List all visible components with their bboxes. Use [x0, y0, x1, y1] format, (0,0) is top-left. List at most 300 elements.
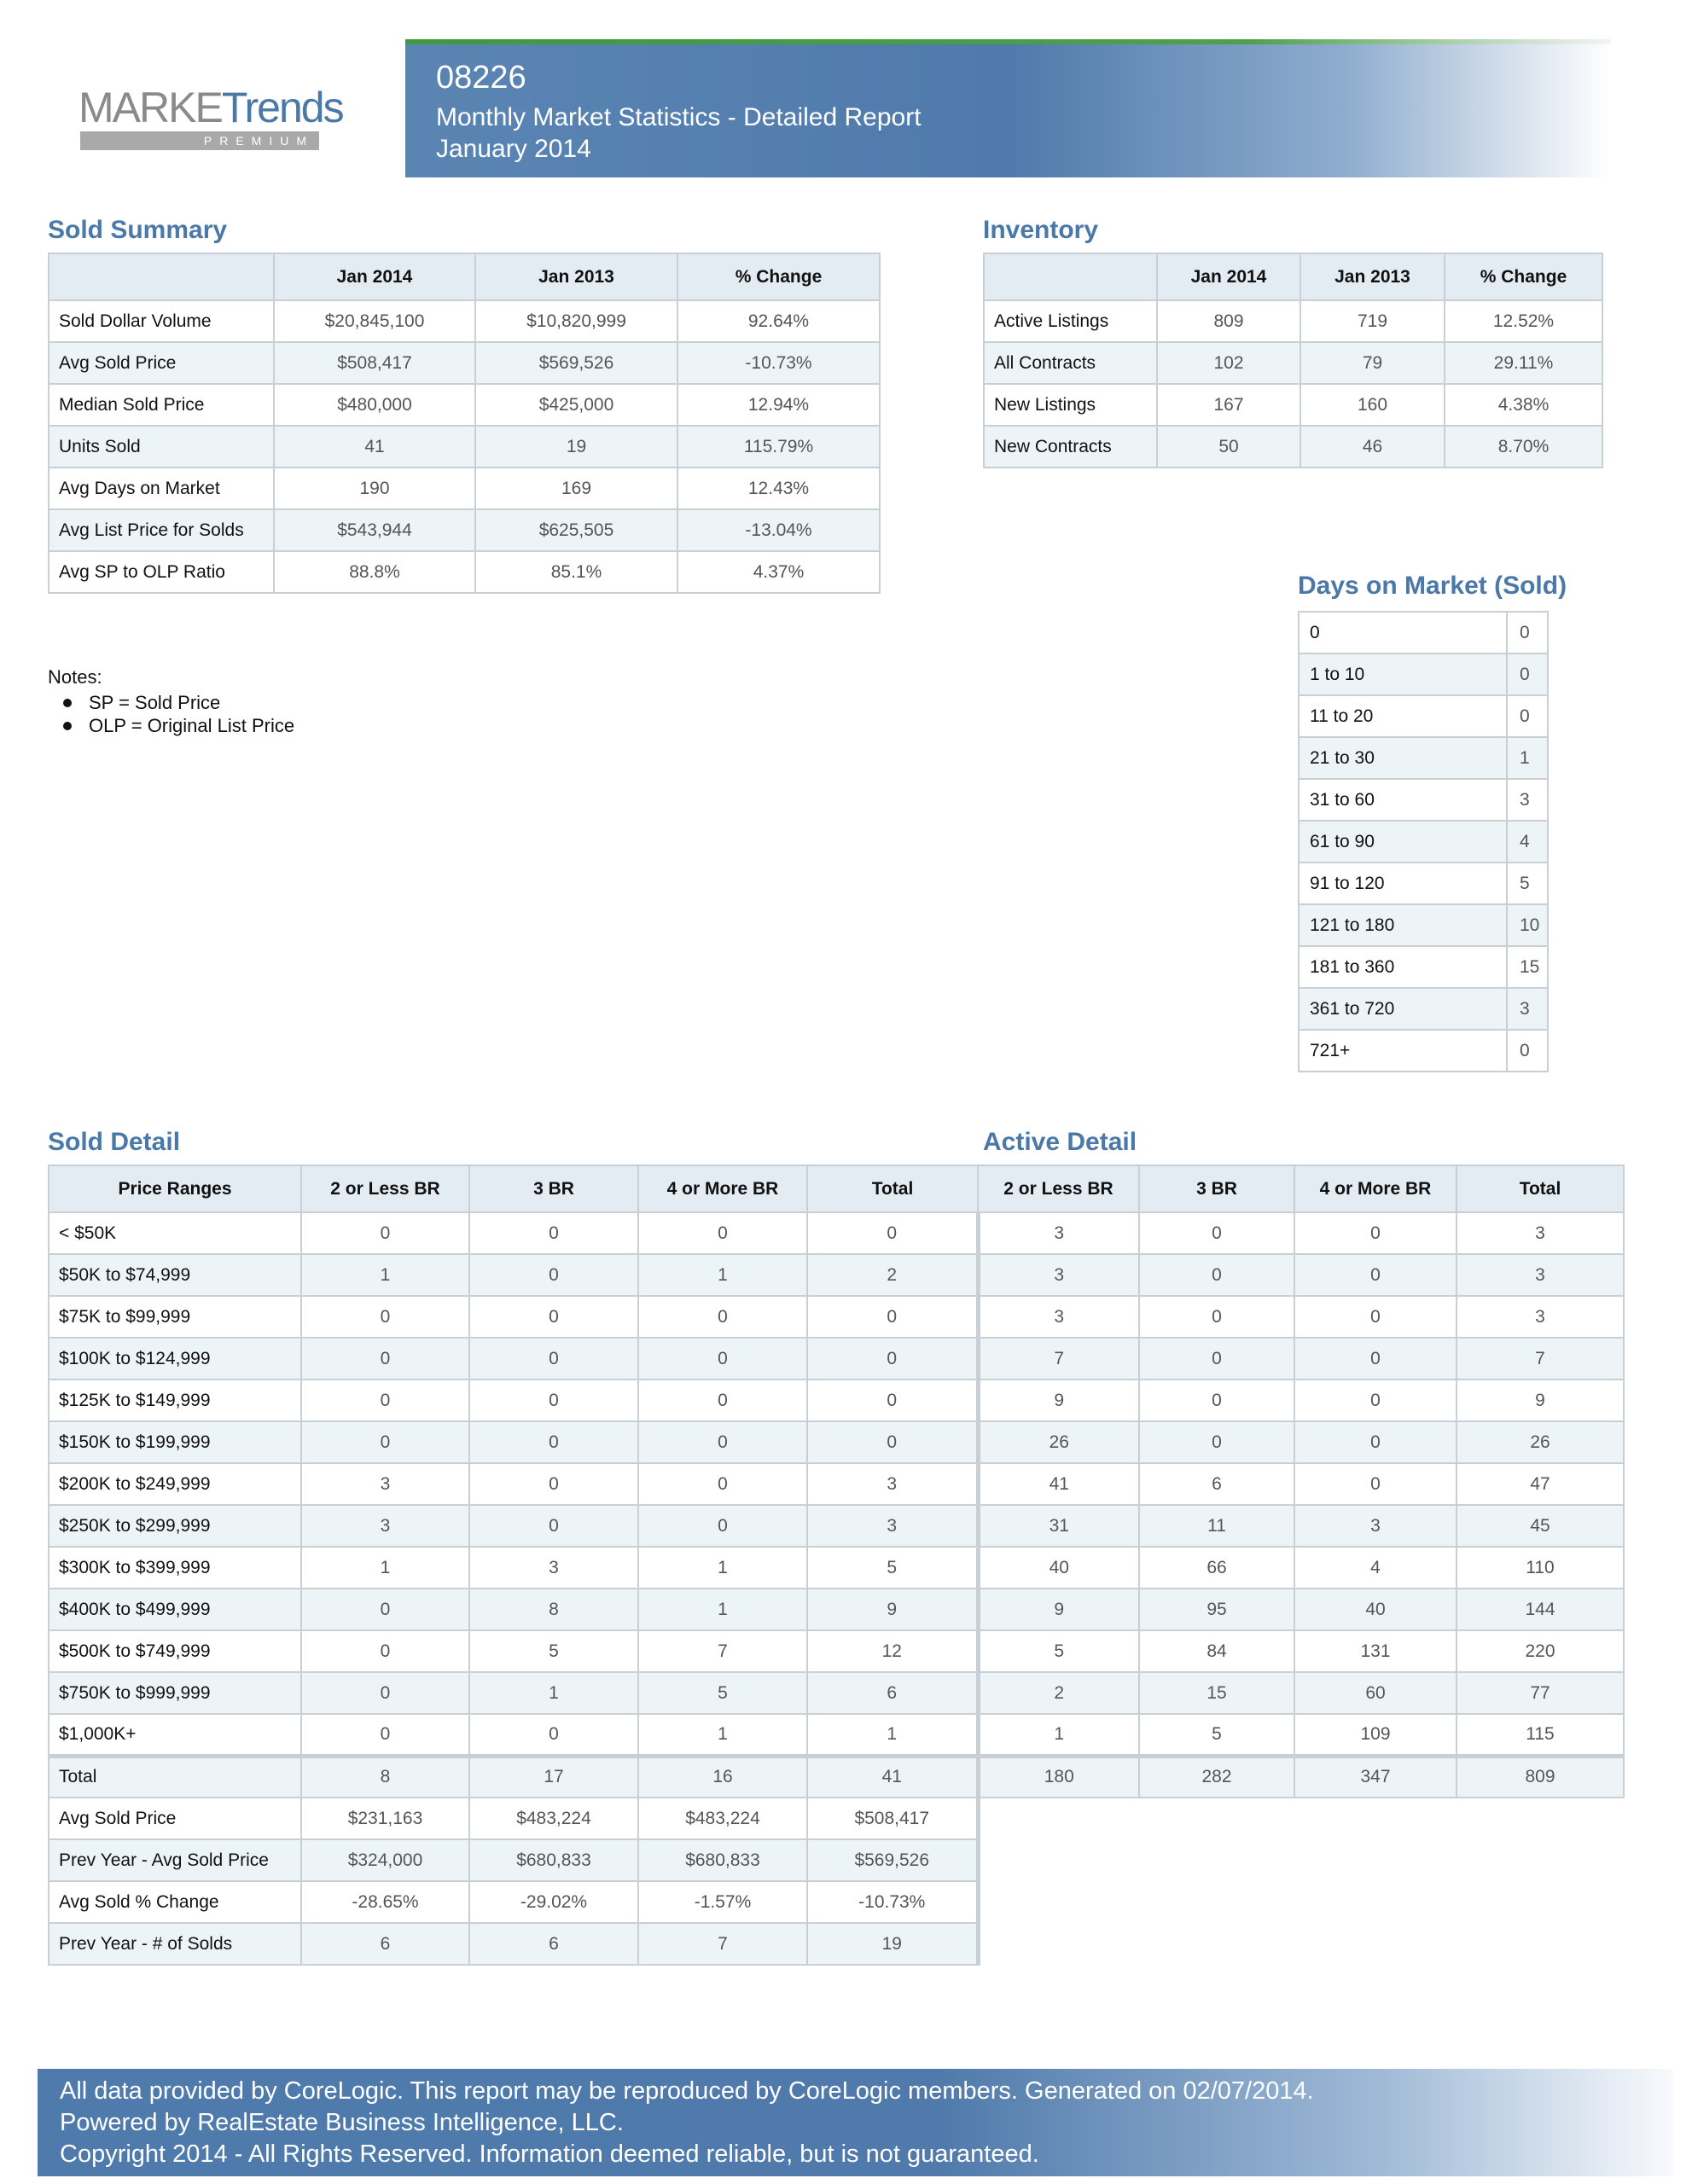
footer-line-copyright: Copyright 2014 - All Rights Reserved. Information deemed reliable, but is not guaranteed.	[60, 2140, 1039, 2168]
cell-value: $324,000	[301, 1839, 469, 1881]
cell-value: 45	[1457, 1505, 1624, 1547]
cell-value: 0	[1294, 1463, 1457, 1505]
row-label: Avg SP to OLP Ratio	[49, 551, 274, 593]
cell-value: 15	[1139, 1672, 1294, 1714]
cell-value: $483,224	[638, 1798, 807, 1839]
cell-value: 4.38%	[1445, 384, 1602, 426]
cell-value: 5	[807, 1547, 978, 1589]
table-row	[49, 468, 880, 509]
zip-code: 08226	[436, 60, 526, 96]
cell-value: -1.57%	[638, 1881, 807, 1923]
table-row	[49, 1505, 1624, 1547]
cell-value: 0	[1139, 1212, 1294, 1254]
active-detail-title: Active Detail	[983, 1128, 1137, 1156]
cell-value: 0	[638, 1296, 807, 1338]
table-row	[1299, 612, 1548, 653]
cell-value: 77	[1457, 1672, 1624, 1714]
cell-value: 88.8%	[274, 551, 475, 593]
row-label: $300K to $399,999	[49, 1547, 301, 1589]
table-row	[1299, 1030, 1548, 1072]
table-row	[49, 509, 880, 551]
cell-value: 0	[469, 1421, 638, 1463]
table-row	[49, 1338, 1624, 1380]
cell-value: 40	[978, 1547, 1139, 1589]
cell-value: 3	[807, 1463, 978, 1505]
cell-value: 809	[1457, 1756, 1624, 1798]
cell-value: 0	[1139, 1254, 1294, 1296]
cell-value: 3	[1457, 1254, 1624, 1296]
row-label: New Contracts	[984, 426, 1157, 468]
row-label: 361 to 720	[1299, 988, 1507, 1030]
cell-value: 347	[1294, 1756, 1457, 1798]
cell-value: 0	[638, 1338, 807, 1380]
cell-value: 0	[1507, 1030, 1548, 1072]
cell-value: 109	[1294, 1714, 1457, 1756]
cell-value: 5	[1139, 1714, 1294, 1756]
table-row	[984, 342, 1602, 384]
cell-value: $231,163	[301, 1798, 469, 1839]
empty-cell	[1294, 1839, 1457, 1881]
notes-list	[48, 691, 294, 737]
cell-value: 0	[1507, 612, 1548, 653]
column-header: % Change	[1445, 253, 1602, 300]
row-label: New Listings	[984, 384, 1157, 426]
table-row	[984, 384, 1602, 426]
row-label: $75K to $99,999	[49, 1296, 301, 1338]
table-row	[49, 342, 880, 384]
cell-value: $569,526	[475, 342, 677, 384]
empty-cell	[1457, 1923, 1624, 1965]
table-row	[49, 1923, 1624, 1965]
table-row	[49, 1589, 1624, 1630]
cell-value: 6	[807, 1672, 978, 1714]
cell-value: 3	[1507, 779, 1548, 821]
cell-value: 1	[638, 1714, 807, 1756]
cell-value: 169	[475, 468, 677, 509]
days-on-market-table	[1298, 611, 1549, 1072]
cell-value: 0	[1294, 1254, 1457, 1296]
column-header: Total	[807, 1165, 978, 1212]
cell-value: 6	[469, 1923, 638, 1965]
cell-value: 190	[274, 468, 475, 509]
row-label: $1,000K+	[49, 1714, 301, 1756]
row-label: Avg List Price for Solds	[49, 509, 274, 551]
table-row	[49, 384, 880, 426]
table-row	[49, 1212, 1624, 1254]
cell-value: 41	[274, 426, 475, 468]
cell-value: 10	[1507, 904, 1548, 946]
cell-value: 3	[978, 1212, 1139, 1254]
row-label: 91 to 120	[1299, 863, 1507, 904]
cell-value: 131	[1294, 1630, 1457, 1672]
cell-value: 0	[638, 1380, 807, 1421]
cell-value: 60	[1294, 1672, 1457, 1714]
cell-value: 7	[638, 1923, 807, 1965]
report-period: January 2014	[436, 135, 591, 163]
empty-cell	[978, 1881, 1139, 1923]
cell-value: 3	[978, 1254, 1139, 1296]
table-row	[49, 551, 880, 593]
cell-value: 8.70%	[1445, 426, 1602, 468]
table-row	[49, 1254, 1624, 1296]
table-row	[1299, 779, 1548, 821]
table-row	[1299, 737, 1548, 779]
cell-value: -10.73%	[677, 342, 880, 384]
column-header: Jan 2014	[274, 253, 475, 300]
cell-value: 15	[1507, 946, 1548, 988]
cell-value: -13.04%	[677, 509, 880, 551]
empty-cell	[1139, 1881, 1294, 1923]
row-label: $250K to $299,999	[49, 1505, 301, 1547]
cell-value: 0	[1139, 1380, 1294, 1421]
table-header-row	[984, 253, 1602, 300]
cell-value: 0	[301, 1714, 469, 1756]
row-label: 0	[1299, 612, 1507, 653]
cell-value: 0	[807, 1212, 978, 1254]
cell-value: 0	[638, 1212, 807, 1254]
cell-value: 9	[1457, 1380, 1624, 1421]
cell-value: 3	[301, 1505, 469, 1547]
cell-value: 1	[638, 1547, 807, 1589]
cell-value: 0	[301, 1421, 469, 1463]
row-label: $150K to $199,999	[49, 1421, 301, 1463]
cell-value: 0	[807, 1421, 978, 1463]
cell-value: 0	[638, 1505, 807, 1547]
cell-value: 0	[807, 1338, 978, 1380]
cell-value: 0	[301, 1296, 469, 1338]
inventory-table	[983, 253, 1603, 468]
cell-value: 0	[1294, 1212, 1457, 1254]
cell-value: $480,000	[274, 384, 475, 426]
column-header: % Change	[677, 253, 880, 300]
empty-cell	[1139, 1839, 1294, 1881]
column-header	[984, 253, 1157, 300]
cell-value: 17	[469, 1756, 638, 1798]
cell-value: 115.79%	[677, 426, 880, 468]
cell-value: $508,417	[807, 1798, 978, 1839]
cell-value: 167	[1157, 384, 1300, 426]
cell-value: 0	[1139, 1296, 1294, 1338]
cell-value: 50	[1157, 426, 1300, 468]
row-label: 121 to 180	[1299, 904, 1507, 946]
cell-value: 0	[469, 1380, 638, 1421]
cell-value: 3	[1457, 1212, 1624, 1254]
notes	[48, 665, 294, 737]
cell-value: 809	[1157, 300, 1300, 342]
cell-value: 0	[469, 1463, 638, 1505]
cell-value: 1	[469, 1672, 638, 1714]
cell-value: 144	[1457, 1589, 1624, 1630]
footer-line-powered-by: Powered by RealEstate Business Intelligence, LLC.	[60, 2109, 624, 2136]
logo-subtitle: PREMIUM	[80, 131, 319, 150]
cell-value: 19	[807, 1923, 978, 1965]
cell-value: 2	[978, 1672, 1139, 1714]
row-label: 721+	[1299, 1030, 1507, 1072]
row-label: $125K to $149,999	[49, 1380, 301, 1421]
footer-line-data-source: All data provided by CoreLogic. This report may be reproduced by CoreLogic members. Generated on 02/07/2014.	[60, 2077, 1314, 2105]
cell-value: 0	[469, 1338, 638, 1380]
cell-value: 12	[807, 1630, 978, 1672]
empty-cell	[1457, 1881, 1624, 1923]
cell-value: 8	[301, 1756, 469, 1798]
table-row	[49, 1296, 1624, 1338]
row-label: 31 to 60	[1299, 779, 1507, 821]
cell-value: 12.43%	[677, 468, 880, 509]
cell-value: 0	[301, 1338, 469, 1380]
row-label: Prev Year - Avg Sold Price	[49, 1839, 301, 1881]
cell-value: 92.64%	[677, 300, 880, 342]
table-row	[49, 300, 880, 342]
days-on-market-title: Days on Market (Sold)	[1298, 572, 1567, 600]
cell-value: 1	[301, 1254, 469, 1296]
cell-value: $625,505	[475, 509, 677, 551]
row-label: 1 to 10	[1299, 653, 1507, 695]
cell-value: 0	[469, 1296, 638, 1338]
sold-detail-title: Sold Detail	[48, 1128, 181, 1156]
column-header: 4 or More BR	[1294, 1165, 1457, 1212]
footer-banner	[38, 2069, 1673, 2176]
table-row	[49, 1463, 1624, 1505]
cell-value: 5	[638, 1672, 807, 1714]
logo-wordmark: MARKETrends	[78, 84, 343, 131]
sold-summary-title: Sold Summary	[48, 216, 228, 244]
cell-value: 12.52%	[1445, 300, 1602, 342]
cell-value: -28.65%	[301, 1881, 469, 1923]
table-row	[1299, 821, 1548, 863]
empty-cell	[978, 1798, 1139, 1839]
cell-value: 1	[638, 1254, 807, 1296]
table-row	[1299, 904, 1548, 946]
row-label: < $50K	[49, 1212, 301, 1254]
cell-value: 1	[1507, 737, 1548, 779]
cell-value: 47	[1457, 1463, 1624, 1505]
empty-cell	[1294, 1798, 1457, 1839]
table-row	[49, 1630, 1624, 1672]
table-header-row	[49, 1165, 1624, 1212]
cell-value: 0	[301, 1672, 469, 1714]
cell-value: 26	[1457, 1421, 1624, 1463]
row-label: Avg Sold % Change	[49, 1881, 301, 1923]
cell-value: $680,833	[638, 1839, 807, 1881]
cell-value: 110	[1457, 1547, 1624, 1589]
column-header: Total	[1457, 1165, 1624, 1212]
cell-value: 7	[638, 1630, 807, 1672]
sold-active-detail-table	[48, 1165, 1625, 1966]
table-row	[1299, 695, 1548, 737]
cell-value: 4	[1294, 1547, 1457, 1589]
row-label: $50K to $74,999	[49, 1254, 301, 1296]
cell-value: 8	[469, 1589, 638, 1630]
table-row	[49, 426, 880, 468]
row-label: Total	[49, 1756, 301, 1798]
cell-value: 31	[978, 1505, 1139, 1547]
report-header-banner	[405, 39, 1611, 177]
cell-value: 180	[978, 1756, 1139, 1798]
cell-value: 6	[1139, 1463, 1294, 1505]
cell-value: 0	[301, 1630, 469, 1672]
cell-value: 4	[1507, 821, 1548, 863]
column-header: Jan 2013	[475, 253, 677, 300]
table-row	[49, 1672, 1624, 1714]
cell-value: $680,833	[469, 1839, 638, 1881]
cell-value: 0	[1294, 1380, 1457, 1421]
cell-value: 46	[1300, 426, 1445, 468]
row-label: $500K to $749,999	[49, 1630, 301, 1672]
column-header: 3 BR	[1139, 1165, 1294, 1212]
cell-value: 0	[469, 1505, 638, 1547]
cell-value: 7	[978, 1338, 1139, 1380]
empty-cell	[978, 1923, 1139, 1965]
inventory-title: Inventory	[983, 216, 1099, 244]
cell-value: 5	[469, 1630, 638, 1672]
empty-cell	[1457, 1839, 1624, 1881]
table-row	[984, 300, 1602, 342]
cell-value: 3	[469, 1547, 638, 1589]
cell-value: 84	[1139, 1630, 1294, 1672]
cell-value: 3	[807, 1505, 978, 1547]
cell-value: $425,000	[475, 384, 677, 426]
header-accent-line	[405, 39, 1611, 44]
empty-cell	[1139, 1798, 1294, 1839]
column-header: 4 or More BR	[638, 1165, 807, 1212]
cell-value: -10.73%	[807, 1881, 978, 1923]
cell-value: 282	[1139, 1756, 1294, 1798]
row-label: 21 to 30	[1299, 737, 1507, 779]
cell-value: 6	[301, 1923, 469, 1965]
table-row	[49, 1714, 1624, 1756]
table-row	[49, 1421, 1624, 1463]
row-label: $400K to $499,999	[49, 1589, 301, 1630]
cell-value: 9	[978, 1380, 1139, 1421]
table-row	[49, 1881, 1624, 1923]
cell-value: 11	[1139, 1505, 1294, 1547]
row-label: 181 to 360	[1299, 946, 1507, 988]
row-label: Sold Dollar Volume	[49, 300, 274, 342]
empty-cell	[978, 1839, 1139, 1881]
column-header: Price Ranges	[49, 1165, 301, 1212]
cell-value: 160	[1300, 384, 1445, 426]
row-label: 61 to 90	[1299, 821, 1507, 863]
cell-value: 102	[1157, 342, 1300, 384]
row-label: Avg Days on Market	[49, 468, 274, 509]
report-title: Monthly Market Statistics - Detailed Report	[436, 103, 922, 131]
cell-value: 7	[1457, 1338, 1624, 1380]
table-row	[1299, 653, 1548, 695]
cell-value: 4.37%	[677, 551, 880, 593]
cell-value: 1	[301, 1547, 469, 1589]
note-item: SP = Sold Price	[48, 691, 294, 714]
sold-summary-table	[48, 253, 881, 594]
column-header: 3 BR	[469, 1165, 638, 1212]
cell-value: 0	[1507, 653, 1548, 695]
row-label: $100K to $124,999	[49, 1338, 301, 1380]
column-header: Jan 2013	[1300, 253, 1445, 300]
cell-value: 41	[807, 1756, 978, 1798]
cell-value: 0	[301, 1589, 469, 1630]
marketrends-logo	[78, 84, 343, 148]
cell-value: 0	[1139, 1421, 1294, 1463]
cell-value: 2	[807, 1254, 978, 1296]
table-row	[49, 1380, 1624, 1421]
cell-value: 12.94%	[677, 384, 880, 426]
notes-label: Notes:	[48, 666, 102, 688]
empty-cell	[1294, 1881, 1457, 1923]
row-label: $200K to $249,999	[49, 1463, 301, 1505]
cell-value: 0	[301, 1380, 469, 1421]
cell-value: 3	[978, 1296, 1139, 1338]
cell-value: 40	[1294, 1589, 1457, 1630]
table-row	[49, 1798, 1624, 1839]
cell-value: 0	[301, 1212, 469, 1254]
table-row	[49, 1547, 1624, 1589]
cell-value: $569,526	[807, 1839, 978, 1881]
cell-value: 41	[978, 1463, 1139, 1505]
row-label: Prev Year - # of Solds	[49, 1923, 301, 1965]
table-row	[1299, 863, 1548, 904]
row-label: Avg Sold Price	[49, 342, 274, 384]
cell-value: 0	[1294, 1338, 1457, 1380]
cell-value: 3	[1457, 1296, 1624, 1338]
cell-value: 29.11%	[1445, 342, 1602, 384]
table-row	[49, 1839, 1624, 1881]
cell-value: $483,224	[469, 1798, 638, 1839]
row-label: Units Sold	[49, 426, 274, 468]
table-row	[49, 1756, 1624, 1798]
row-label: Avg Sold Price	[49, 1798, 301, 1839]
cell-value: 0	[469, 1714, 638, 1756]
cell-value: 0	[1294, 1296, 1457, 1338]
cell-value: $20,845,100	[274, 300, 475, 342]
table-header-row	[49, 253, 880, 300]
cell-value: 0	[1139, 1338, 1294, 1380]
row-label: 11 to 20	[1299, 695, 1507, 737]
cell-value: 3	[301, 1463, 469, 1505]
column-header: 2 or Less BR	[301, 1165, 469, 1212]
empty-cell	[1457, 1798, 1624, 1839]
note-item: OLP = Original List Price	[48, 714, 294, 737]
table-row	[1299, 988, 1548, 1030]
row-label: $750K to $999,999	[49, 1672, 301, 1714]
cell-value: 0	[469, 1254, 638, 1296]
cell-value: 1	[978, 1714, 1139, 1756]
cell-value: 1	[807, 1714, 978, 1756]
row-label: Active Listings	[984, 300, 1157, 342]
cell-value: 0	[469, 1212, 638, 1254]
cell-value: 5	[978, 1630, 1139, 1672]
cell-value: 16	[638, 1756, 807, 1798]
cell-value: $10,820,999	[475, 300, 677, 342]
cell-value: $543,944	[274, 509, 475, 551]
row-label: All Contracts	[984, 342, 1157, 384]
cell-value: 1	[638, 1589, 807, 1630]
cell-value: 0	[807, 1380, 978, 1421]
cell-value: 0	[638, 1421, 807, 1463]
cell-value: 9	[807, 1589, 978, 1630]
cell-value: 0	[1507, 695, 1548, 737]
cell-value: 95	[1139, 1589, 1294, 1630]
column-header: 2 or Less BR	[978, 1165, 1139, 1212]
column-header: Jan 2014	[1157, 253, 1300, 300]
cell-value: 719	[1300, 300, 1445, 342]
cell-value: 26	[978, 1421, 1139, 1463]
cell-value: 220	[1457, 1630, 1624, 1672]
table-row	[984, 426, 1602, 468]
cell-value: 9	[978, 1589, 1139, 1630]
cell-value: 5	[1507, 863, 1548, 904]
cell-value: 3	[1507, 988, 1548, 1030]
cell-value: 66	[1139, 1547, 1294, 1589]
cell-value: 115	[1457, 1714, 1624, 1756]
